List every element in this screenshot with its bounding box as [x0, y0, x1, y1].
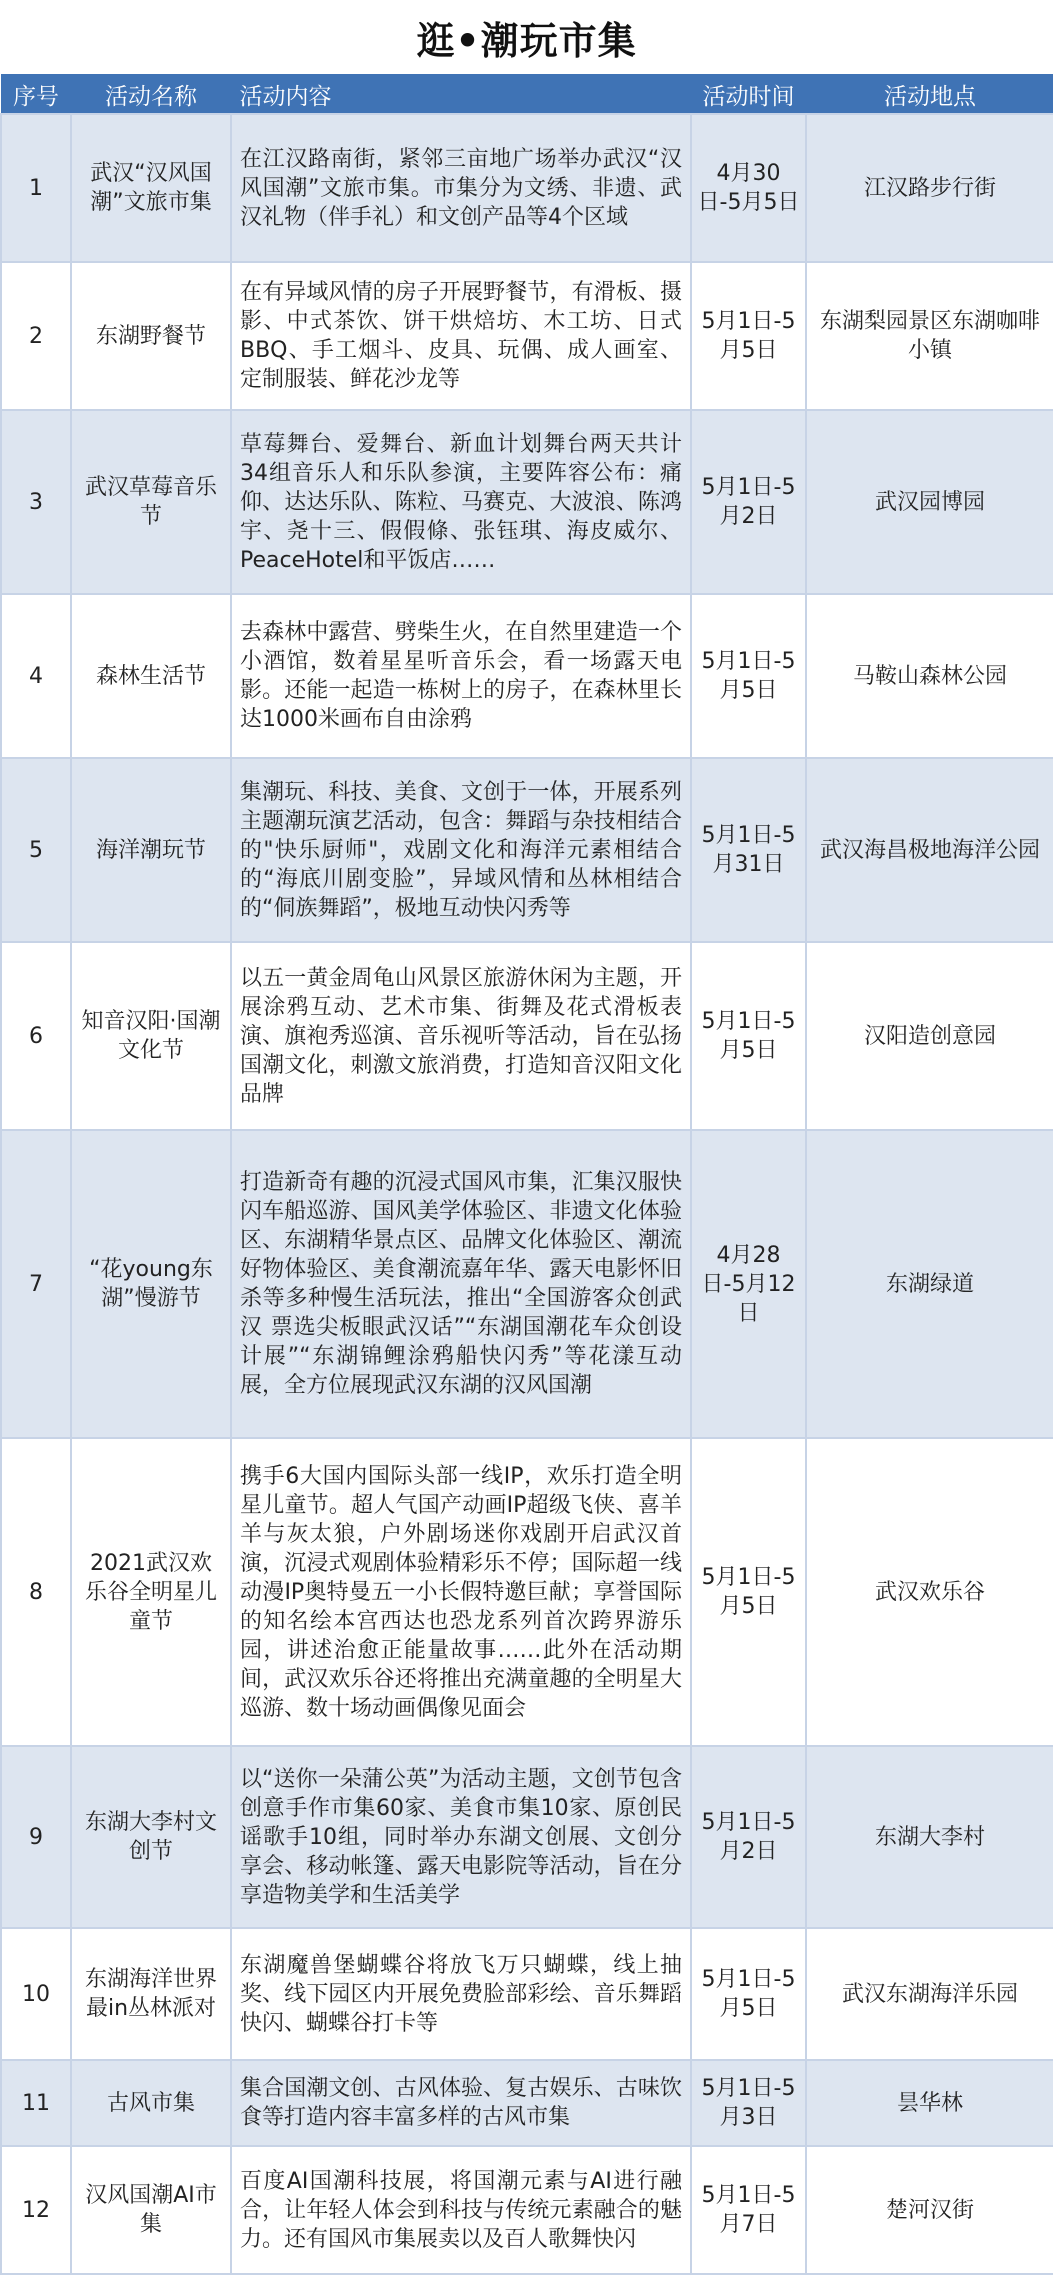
event-name: 2021武汉欢乐谷全明星儿童节 — [71, 1438, 231, 1746]
event-time: 5月1日-5月5日 — [691, 262, 806, 410]
event-time: 4月30日-5月5日 — [691, 114, 806, 262]
row-number: 8 — [1, 1438, 71, 1746]
event-location: 东湖大李村 — [806, 1746, 1053, 1928]
table-row — [1, 1438, 1053, 1746]
table-row — [1, 1130, 1053, 1438]
table-row — [1, 594, 1053, 758]
event-content: 在有异域风情的房子开展野餐节，有滑板、摄影、中式茶饮、饼干烘焙坊、木工坊、日式BBQ、手工烟斗、皮具、玩偶、成人画室、定制服装、鲜花沙龙等 — [231, 262, 691, 410]
event-location: 江汉路步行街 — [806, 114, 1053, 262]
row-number: 3 — [1, 410, 71, 594]
table-row — [1, 2060, 1053, 2146]
header-index: 序号 — [1, 75, 71, 115]
event-content: 以“送你一朵蒲公英”为活动主题，文创节包含创意手作市集60家、美食市集10家、原创民谣歌手10组，同时举办东湖文创展、文创分享会、移动帐篷、露天电影院等活动，旨在分享造物美学和生活美学 — [231, 1746, 691, 1928]
header-time: 活动时间 — [691, 75, 806, 115]
page-title: 逛•潮玩市集 — [416, 17, 637, 63]
table-row — [1, 1928, 1053, 2060]
event-content: 东湖魔兽堡蝴蝶谷将放飞万只蝴蝶，线上抽奖、线下园区内开展免费脸部彩绘、音乐舞蹈快闪、蝴蝶谷打卡等 — [231, 1928, 691, 2060]
row-number: 9 — [1, 1746, 71, 1928]
event-name: 海洋潮玩节 — [71, 758, 231, 942]
table-row — [1, 410, 1053, 594]
event-time: 5月1日-5月31日 — [691, 758, 806, 942]
row-number: 5 — [1, 758, 71, 942]
event-name: 森林生活节 — [71, 594, 231, 758]
table-row — [1, 262, 1053, 410]
event-time: 5月1日-5月5日 — [691, 1928, 806, 2060]
row-number: 7 — [1, 1130, 71, 1438]
event-content: 以五一黄金周龟山风景区旅游休闲为主题，开展涂鸦互动、艺术市集、街舞及花式滑板表演、旗袍秀巡演、音乐视听等活动，旨在弘扬国潮文化，刺激文旅消费，打造知音汉阳文化品牌 — [231, 942, 691, 1130]
header-name: 活动名称 — [71, 75, 231, 115]
row-number: 6 — [1, 942, 71, 1130]
event-content: 在江汉路南街，紧邻三亩地广场举办武汉“汉风国潮”文旅市集。市集分为文绣、非遗、武汉礼物（伴手礼）和文创产品等4个区域 — [231, 114, 691, 262]
event-time: 5月1日-5月2日 — [691, 410, 806, 594]
event-location: 武汉海昌极地海洋公园 — [806, 758, 1053, 942]
event-content: 携手6大国内国际头部一线IP，欢乐打造全明星儿童节。超人气国产动画IP超级飞侠、喜羊羊与灰太狼，户外剧场迷你戏剧开启武汉首演，沉浸式观剧体验精彩乐不停；国际超一线动漫IP奥特曼五一小长假特邀巨献；享誉国际的知名绘本宫西达也恐龙系列首次跨界游乐园，讲述治愈正能量故事……此外在活动期间，武汉欢乐谷还将推出充满童趣的全明星大巡游、数十场动画偶像见面会 — [231, 1438, 691, 1746]
row-number: 2 — [1, 262, 71, 410]
event-time: 4月28日-5月12日 — [691, 1130, 806, 1438]
event-name: 武汉草莓音乐节 — [71, 410, 231, 594]
header-content: 活动内容 — [231, 75, 691, 115]
table-row — [1, 114, 1053, 262]
event-time: 5月1日-5月2日 — [691, 1746, 806, 1928]
row-number: 1 — [1, 114, 71, 262]
row-number: 10 — [1, 1928, 71, 2060]
event-time: 5月1日-5月5日 — [691, 594, 806, 758]
event-time: 5月1日-5月5日 — [691, 1438, 806, 1746]
event-location: 楚河汉街 — [806, 2146, 1053, 2274]
row-number: 4 — [1, 594, 71, 758]
event-location: 汉阳造创意园 — [806, 942, 1053, 1130]
event-location: 武汉欢乐谷 — [806, 1438, 1053, 1746]
event-content: 百度AI国潮科技展，将国潮元素与AI进行融合，让年轻人体会到科技与传统元素融合的魅力。还有国风市集展卖以及百人歌舞快闪 — [231, 2146, 691, 2274]
event-content: 打造新奇有趣的沉浸式国风市集，汇集汉服快闪车船巡游、国风美学体验区、非遗文化体验区、东湖精华景点区、品牌文化体验区、潮流好物体验区、美食潮流嘉年华、露天电影怀旧杀等多种慢生活玩法，推出“全国游客众创武汉 票选尖板眼武汉话”“东湖国潮花车众创设计展”“东湖锦鲤涂鸦船快闪秀”等花漾互动展，全方位展现武汉东湖的汉风国潮 — [231, 1130, 691, 1438]
event-name: 武汉“汉风国潮”文旅市集 — [71, 114, 231, 262]
event-location: 东湖绿道 — [806, 1130, 1053, 1438]
event-location: 马鞍山森林公园 — [806, 594, 1053, 758]
event-name: “花young东湖”慢游节 — [71, 1130, 231, 1438]
table-row — [1, 758, 1053, 942]
event-time: 5月1日-5月5日 — [691, 942, 806, 1130]
table-row — [1, 1746, 1053, 1928]
event-content: 草莓舞台、爱舞台、新血计划舞台两天共计34组音乐人和乐队参演，主要阵容公布：痛仰、达达乐队、陈粒、马赛克、大波浪、陈鸿宇、尧十三、假假條、张钰琪、海皮威尔、PeaceHotel和平饭店…… — [231, 410, 691, 594]
event-time: 5月1日-5月7日 — [691, 2146, 806, 2274]
table-header-row — [1, 75, 1053, 115]
header-location: 活动地点 — [806, 75, 1053, 115]
event-location: 昙华林 — [806, 2060, 1053, 2146]
event-name: 知音汉阳·国潮文化节 — [71, 942, 231, 1130]
table-row — [1, 2146, 1053, 2274]
event-name: 东湖大李村文创节 — [71, 1746, 231, 1928]
event-location: 武汉东湖海洋乐园 — [806, 1928, 1053, 2060]
event-content: 集合国潮文创、古风体验、复古娱乐、古味饮食等打造内容丰富多样的古风市集 — [231, 2060, 691, 2146]
event-location: 东湖梨园景区东湖咖啡小镇 — [806, 262, 1053, 410]
event-name: 古风市集 — [71, 2060, 231, 2146]
event-time: 5月1日-5月3日 — [691, 2060, 806, 2146]
event-location: 武汉园博园 — [806, 410, 1053, 594]
event-name: 汉风国潮AI市集 — [71, 2146, 231, 2274]
event-name: 东湖海洋世界最in丛林派对 — [71, 1928, 231, 2060]
table-row — [1, 942, 1053, 1130]
event-name: 东湖野餐节 — [71, 262, 231, 410]
row-number: 11 — [1, 2060, 71, 2146]
event-content: 集潮玩、科技、美食、文创于一体，开展系列主题潮玩演艺活动，包含：舞蹈与杂技相结合的"快乐厨师"，戏剧文化和海洋元素相结合的“海底川剧变脸”，异域风情和丛林相结合的“侗族舞蹈”，极地互动快闪秀等 — [231, 758, 691, 942]
events-table — [0, 74, 1053, 2275]
row-number: 12 — [1, 2146, 71, 2274]
event-content: 去森林中露营、劈柴生火，在自然里建造一个小酒馆，数着星星听音乐会，看一场露天电影。还能一起造一栋树上的房子，在森林里长达1000米画布自由涂鸦 — [231, 594, 691, 758]
